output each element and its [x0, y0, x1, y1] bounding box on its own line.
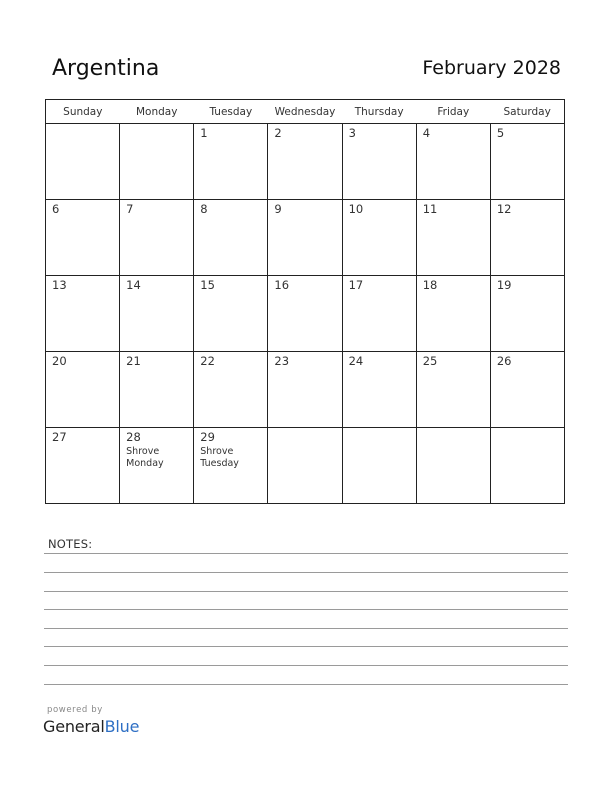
- weekday-header: Saturday: [490, 100, 564, 124]
- day-number: 22: [200, 354, 215, 368]
- notes-line: [44, 665, 568, 666]
- holiday-label: Shrove Monday: [126, 446, 164, 469]
- notes-line: [44, 591, 568, 592]
- day-cell: [268, 428, 342, 504]
- weekday-header: Thursday: [342, 100, 416, 124]
- day-cell: [342, 124, 416, 200]
- day-cell: [342, 428, 416, 504]
- day-number: 5: [496, 126, 505, 140]
- day-cell: [194, 276, 268, 352]
- holiday-label: Shrove Tuesday: [200, 446, 239, 469]
- weekday-header: Monday: [120, 100, 194, 124]
- generalblue-logo: [43, 717, 139, 736]
- day-number: 1: [200, 126, 208, 140]
- day-number: 16: [274, 278, 290, 292]
- notes-line: [44, 609, 568, 610]
- day-number: 4: [422, 126, 431, 140]
- day-cell: [194, 200, 268, 276]
- day-number: 11: [422, 202, 438, 216]
- weekday-header-row: [46, 100, 565, 124]
- day-cell: [490, 124, 564, 200]
- day-number: 17: [348, 278, 364, 292]
- day-number: 21: [126, 354, 141, 368]
- day-cell: [268, 276, 342, 352]
- day-number: 19: [496, 278, 512, 292]
- week-row: [46, 200, 565, 276]
- notes-line: [44, 646, 568, 647]
- notes-line: [44, 628, 568, 629]
- day-cell: [490, 428, 564, 504]
- day-number: 25: [422, 354, 438, 368]
- day-cell: [268, 352, 342, 428]
- day-cell: [268, 124, 342, 200]
- day-number: 29: [200, 430, 215, 444]
- day-cell: [416, 124, 490, 200]
- day-cell: [46, 276, 120, 352]
- calendar-grid: [45, 99, 565, 504]
- logo-blue: Blue: [104, 717, 140, 736]
- weekday-header: Tuesday: [194, 100, 268, 124]
- country-title: Argentina: [52, 56, 160, 81]
- week-row: [46, 352, 565, 428]
- day-cell: [194, 352, 268, 428]
- day-number: 2: [274, 126, 282, 140]
- weekday-header: Wednesday: [268, 100, 342, 124]
- day-cell: [194, 124, 268, 200]
- day-number: 27: [52, 430, 67, 444]
- day-cell: [416, 200, 490, 276]
- day-cell: [46, 428, 120, 504]
- day-number: 26: [496, 354, 512, 368]
- day-number: 23: [274, 354, 290, 368]
- day-number: 14: [126, 278, 141, 292]
- day-number: 20: [52, 354, 67, 368]
- day-cell: [120, 200, 194, 276]
- month-year-title: February 2028: [422, 57, 561, 79]
- day-number: 12: [496, 202, 512, 216]
- day-cell: [268, 200, 342, 276]
- notes-line: [44, 572, 568, 573]
- day-cell: [490, 352, 564, 428]
- day-number: 15: [200, 278, 215, 292]
- day-number: 28: [126, 430, 141, 444]
- notes-line: [44, 684, 568, 685]
- day-cell: [342, 276, 416, 352]
- day-cell: [490, 276, 564, 352]
- day-cell: [416, 352, 490, 428]
- day-cell: [490, 200, 564, 276]
- notes-line: [44, 553, 568, 554]
- day-cell: [194, 428, 268, 504]
- day-number: 13: [52, 278, 67, 292]
- week-row: [46, 124, 565, 200]
- day-cell: [46, 124, 120, 200]
- day-number: 18: [422, 278, 438, 292]
- day-number: 8: [200, 202, 208, 216]
- day-cell: [120, 276, 194, 352]
- day-number: 10: [348, 202, 364, 216]
- day-cell: [46, 200, 120, 276]
- day-cell: [120, 124, 194, 200]
- notes-label: NOTES:: [48, 537, 93, 551]
- day-number: 24: [348, 354, 364, 368]
- day-number: 7: [126, 202, 134, 216]
- day-cell: [342, 352, 416, 428]
- day-number: 9: [274, 202, 282, 216]
- day-number: 3: [348, 126, 356, 140]
- day-cell: [342, 200, 416, 276]
- day-cell: [416, 428, 490, 504]
- weekday-header: Sunday: [46, 100, 120, 124]
- calendar-body: [46, 124, 565, 504]
- day-cell: [416, 276, 490, 352]
- week-row: [46, 276, 565, 352]
- weekday-header: Friday: [416, 100, 490, 124]
- logo-general: General: [43, 717, 105, 736]
- day-number: 6: [52, 202, 60, 216]
- day-cell: [46, 352, 120, 428]
- powered-by-text: powered by: [47, 705, 103, 715]
- day-cell: [120, 428, 194, 504]
- week-row: [46, 428, 565, 504]
- day-cell: [120, 352, 194, 428]
